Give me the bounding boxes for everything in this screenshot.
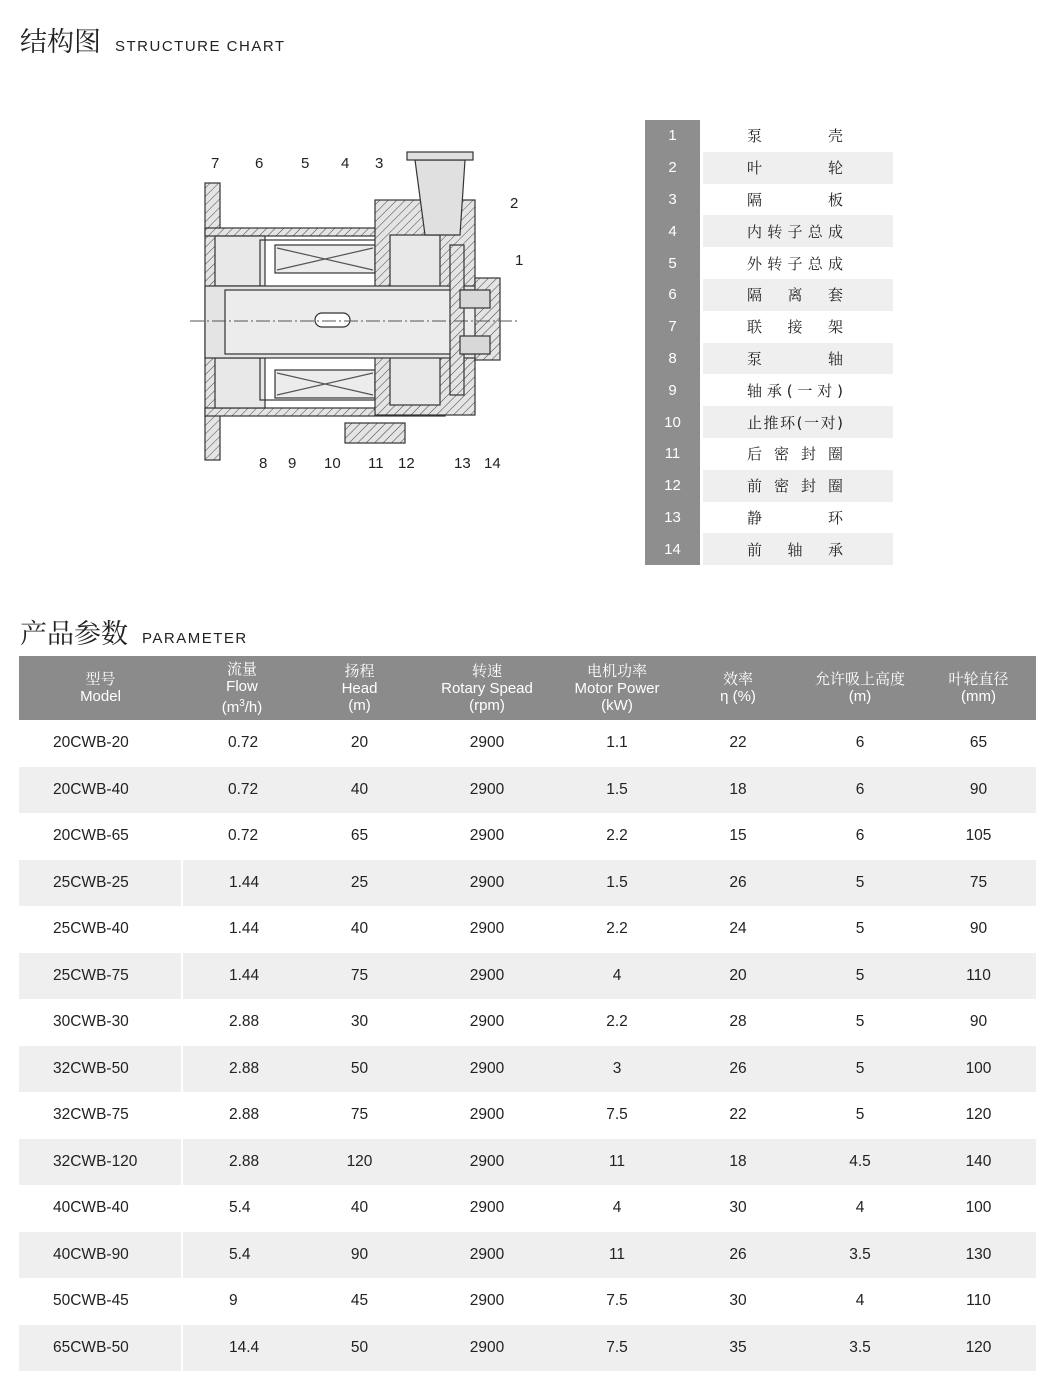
table-cell: 3 [557, 1046, 677, 1093]
callout-3: 3 [375, 155, 384, 172]
structure-heading [20, 20, 286, 59]
column-header [302, 656, 417, 720]
table-cell: 1.5 [557, 767, 677, 814]
part-name: 联接架 [747, 318, 843, 337]
part-name: 前轴承 [747, 540, 843, 559]
table-cell: 20 [677, 953, 799, 1000]
table-cell: 26 [677, 1232, 799, 1279]
table-cell: 14.4 [182, 1325, 302, 1372]
part-name-cell [703, 152, 893, 184]
table-cell: 65 [969, 734, 988, 752]
part-number: 12 [645, 470, 700, 502]
table-cell: 9 [182, 1278, 302, 1325]
structure-title-cn: 结构图 [20, 27, 101, 58]
table-cell: 5 [799, 860, 921, 907]
part-number: 8 [645, 343, 700, 375]
table-cell: 2.88 [182, 1046, 302, 1093]
table-cell: 50 [302, 1325, 417, 1372]
table-cell: 2900 [469, 1199, 505, 1217]
table-cell: 2900 [469, 1013, 505, 1031]
table-cell: 20CWB-65 [53, 827, 129, 845]
column-header [799, 656, 921, 720]
table-cell: 5 [799, 1046, 921, 1093]
table-cell: 30 [729, 1292, 747, 1310]
parameter-heading [20, 612, 248, 651]
parts-list [645, 120, 893, 565]
table-cell: 90 [921, 767, 1036, 814]
header-unit: (m) [348, 696, 371, 714]
header-cn: 允许吸上高度 [814, 671, 905, 688]
part-number: 5 [645, 247, 700, 279]
header-unit: $(m^3/h)$ [221, 697, 263, 716]
table-cell: 2.88 [182, 1139, 302, 1186]
table-cell: 4 [855, 1292, 865, 1310]
part-number: 1 [645, 120, 700, 152]
parameter-table [19, 656, 1036, 1371]
table-cell: 35 [677, 1325, 799, 1372]
part-number: 9 [645, 374, 700, 406]
part-name-cell [703, 438, 893, 470]
table-cell: 110 [966, 1292, 991, 1310]
column-header [417, 656, 557, 720]
table-row [19, 720, 1036, 767]
table-cell: 25CWB-25 [19, 860, 182, 907]
part-row [645, 438, 893, 470]
table-cell: 45 [350, 1292, 369, 1310]
part-row [645, 184, 893, 216]
table-row [19, 1232, 1036, 1279]
table-cell: 3.5 [799, 1232, 921, 1279]
parameter-title-cn: 产品参数 [20, 619, 128, 650]
callout-2: 2 [510, 195, 519, 212]
table-cell: 2900 [469, 920, 505, 938]
part-name: 后密封圈 [747, 445, 843, 464]
table-cell: 2900 [417, 860, 557, 907]
part-name: 内转子总成 [747, 222, 843, 241]
part-name: 止推环(一对) [747, 413, 843, 432]
part-name: 隔板 [747, 190, 843, 209]
table-cell: 65CWB-50 [19, 1325, 182, 1372]
table-cell: 4.5 [799, 1139, 921, 1186]
part-name-cell [703, 374, 893, 406]
table-cell: 120 [965, 1106, 992, 1124]
table-cell: 20CWB-20 [53, 734, 129, 752]
header-unit: (rpm) [469, 696, 505, 714]
callout-7: 7 [211, 155, 220, 172]
header-en: (m) [848, 688, 872, 705]
header-en: Head [341, 679, 378, 697]
table-cell: 32CWB-75 [53, 1106, 129, 1124]
table-cell: 120 [921, 1325, 1036, 1372]
table-cell: 90 [302, 1232, 417, 1279]
part-name: 叶轮 [747, 159, 843, 178]
part-number: 7 [645, 311, 700, 343]
part-name-cell [703, 311, 893, 343]
table-cell: 140 [921, 1139, 1036, 1186]
table-cell: 18 [677, 767, 799, 814]
table-cell: 7.5 [606, 1292, 628, 1310]
table-row [19, 1092, 1036, 1139]
part-name-cell [703, 470, 893, 502]
table-cell: 28 [729, 1013, 747, 1031]
header-en: Motor Power [574, 679, 660, 697]
parameter-title-en: PARAMETER [142, 630, 248, 647]
callout-14: 14 [484, 455, 501, 472]
table-cell: 75 [302, 953, 417, 1000]
table-row [19, 767, 1036, 814]
part-name-cell [703, 215, 893, 247]
header-unit: (kW) [601, 696, 633, 714]
callout-4: 4 [341, 155, 350, 172]
table-cell: 2900 [417, 1325, 557, 1372]
table-cell: 2900 [417, 1232, 557, 1279]
header-cn: 流量 [226, 660, 257, 678]
table-cell: 25CWB-40 [53, 920, 129, 938]
table-cell: 2900 [469, 1106, 505, 1124]
table-cell: 0.72 [182, 767, 302, 814]
table-cell: 18 [677, 1139, 799, 1186]
table-cell: 100 [965, 1199, 992, 1217]
part-row [645, 311, 893, 343]
table-cell: 32CWB-120 [19, 1139, 182, 1186]
table-cell: 130 [921, 1232, 1036, 1279]
table-cell: 6 [799, 767, 921, 814]
table-cell: 1.44 [182, 953, 302, 1000]
table-cell: 26 [677, 860, 799, 907]
header-en: Flow [226, 677, 258, 695]
header-cn: 电机功率 [586, 662, 647, 680]
part-row [645, 502, 893, 534]
table-cell: 65 [350, 827, 369, 845]
part-name-cell [703, 279, 893, 311]
table-cell: 5.4 [182, 1185, 302, 1232]
table-cell: 3.5 [799, 1325, 921, 1372]
part-name-cell [703, 406, 893, 438]
header-en: η (%) [720, 688, 756, 705]
table-cell: 1.44 [182, 906, 302, 953]
table-cell: 50CWB-45 [53, 1292, 129, 1310]
table-cell: 5 [799, 953, 921, 1000]
part-name: 泵壳 [747, 127, 843, 146]
part-number: 11 [645, 438, 700, 470]
callout-1: 1 [515, 252, 524, 269]
table-cell: 40 [302, 767, 417, 814]
table-cell: 75 [921, 860, 1036, 907]
part-name-cell [703, 184, 893, 216]
header-en: Model [80, 688, 121, 705]
header-cn: 扬程 [344, 662, 375, 680]
table-cell: 2900 [417, 767, 557, 814]
table-cell: 5 [855, 1013, 865, 1031]
part-name-cell [703, 502, 893, 534]
part-name: 泵轴 [747, 349, 843, 368]
table-cell: 40CWB-40 [53, 1199, 129, 1217]
part-number: 4 [645, 215, 700, 247]
table-cell: 4 [612, 1199, 622, 1217]
table-row [19, 1325, 1036, 1372]
table-header-row [19, 656, 1036, 720]
header-cn: 型号 [85, 671, 116, 688]
part-row [645, 247, 893, 279]
table-cell: 26 [677, 1046, 799, 1093]
part-name: 前密封圈 [747, 477, 843, 496]
table-cell: 32CWB-50 [19, 1046, 182, 1093]
part-number: 2 [645, 152, 700, 184]
table-cell: 40 [350, 1199, 369, 1217]
part-number: 14 [645, 533, 700, 565]
part-number: 10 [645, 406, 700, 438]
table-cell: 2.88 [182, 1092, 302, 1139]
pump-structure-diagram [185, 140, 525, 480]
table-cell: 2.2 [606, 1013, 628, 1031]
table-row [19, 1185, 1036, 1232]
part-name: 静环 [747, 508, 843, 527]
callout-10: 10 [324, 455, 341, 472]
table-cell: 1.44 [182, 860, 302, 907]
table-cell: 90 [969, 1013, 988, 1031]
table-row [19, 813, 1036, 860]
part-name-cell [703, 247, 893, 279]
table-cell: 40 [350, 920, 369, 938]
part-row [645, 533, 893, 565]
table-cell: 2900 [417, 1139, 557, 1186]
table-cell: 40CWB-90 [19, 1232, 182, 1279]
table-cell: 22 [729, 734, 747, 752]
table-cell: 22 [729, 1106, 747, 1124]
part-row [645, 279, 893, 311]
table-row [19, 1046, 1036, 1093]
part-row [645, 152, 893, 184]
header-cn: 转速 [471, 662, 502, 680]
table-cell: 5 [855, 1106, 865, 1124]
table-cell: 120 [302, 1139, 417, 1186]
callout-8: 8 [259, 455, 268, 472]
part-name: 隔离套 [747, 286, 843, 305]
table-cell: 110 [921, 953, 1036, 1000]
table-row [19, 1278, 1036, 1325]
part-row [645, 215, 893, 247]
header-cn: 叶轮直径 [948, 671, 1009, 688]
column-header [677, 656, 799, 720]
table-cell: 6 [855, 734, 865, 752]
table-cell: 75 [350, 1106, 369, 1124]
part-row [645, 343, 893, 375]
table-cell: 11 [557, 1232, 677, 1279]
table-cell: 7.5 [557, 1325, 677, 1372]
table-cell: 4 [855, 1199, 865, 1217]
table-cell: 5.4 [182, 1232, 302, 1279]
callout-9: 9 [288, 455, 297, 472]
table-cell: 30CWB-30 [53, 1013, 129, 1031]
part-row [645, 374, 893, 406]
table-cell: 4 [557, 953, 677, 1000]
part-row [645, 406, 893, 438]
table-cell: 24 [729, 920, 747, 938]
part-name-cell [703, 533, 893, 565]
table-cell: 2900 [469, 734, 505, 752]
table-cell: 25CWB-75 [19, 953, 182, 1000]
table-cell: 100 [921, 1046, 1036, 1093]
part-name: 外转子总成 [747, 254, 843, 273]
table-row [19, 860, 1036, 907]
table-cell: 2900 [417, 953, 557, 1000]
table-cell: 2.2 [606, 827, 628, 845]
table-cell: 0.72 [228, 734, 259, 752]
table-cell: 2900 [469, 827, 505, 845]
callout-5: 5 [301, 155, 310, 172]
table-cell: 2.2 [606, 920, 628, 938]
structure-title-en: STRUCTURE CHART [115, 38, 286, 55]
table-cell: 6 [855, 827, 865, 845]
table-cell: 90 [969, 920, 988, 938]
callout-11: 11 [368, 455, 384, 472]
table-cell: 25 [302, 860, 417, 907]
table-cell: 2900 [469, 1292, 505, 1310]
column-header [557, 656, 677, 720]
table-cell: 1.1 [606, 734, 628, 752]
part-number: 3 [645, 184, 700, 216]
table-cell: 50 [302, 1046, 417, 1093]
column-header [921, 656, 1036, 720]
table-cell: 11 [557, 1139, 677, 1186]
part-name-cell [703, 120, 893, 152]
header-cn: 效率 [722, 671, 753, 688]
table-cell: 2.88 [182, 999, 302, 1046]
table-row [19, 906, 1036, 953]
table-cell: 30 [729, 1199, 747, 1217]
table-cell: 15 [729, 827, 747, 845]
header-en: Rotary Spead [441, 679, 533, 697]
table-row [19, 953, 1036, 1000]
callout-13: 13 [454, 455, 471, 472]
part-number: 13 [645, 502, 700, 534]
table-cell: 1.5 [557, 860, 677, 907]
table-cell: 5 [855, 920, 865, 938]
part-row [645, 470, 893, 502]
part-name-cell [703, 343, 893, 375]
part-row [645, 120, 893, 152]
table-row [19, 999, 1036, 1046]
column-header [19, 656, 182, 720]
header-en: (mm) [961, 688, 996, 705]
part-number: 6 [645, 279, 700, 311]
callout-12: 12 [398, 455, 415, 472]
table-cell: 20 [350, 734, 369, 752]
table-cell: 30 [350, 1013, 369, 1031]
column-header [182, 656, 302, 720]
callout-6: 6 [255, 155, 264, 172]
table-cell: 2900 [417, 1046, 557, 1093]
part-name: 轴承(一对) [747, 381, 843, 400]
table-cell: 105 [965, 827, 992, 845]
table-cell: 7.5 [606, 1106, 628, 1124]
table-cell: 0.72 [228, 827, 259, 845]
table-cell: 20CWB-40 [19, 767, 182, 814]
table-row [19, 1139, 1036, 1186]
